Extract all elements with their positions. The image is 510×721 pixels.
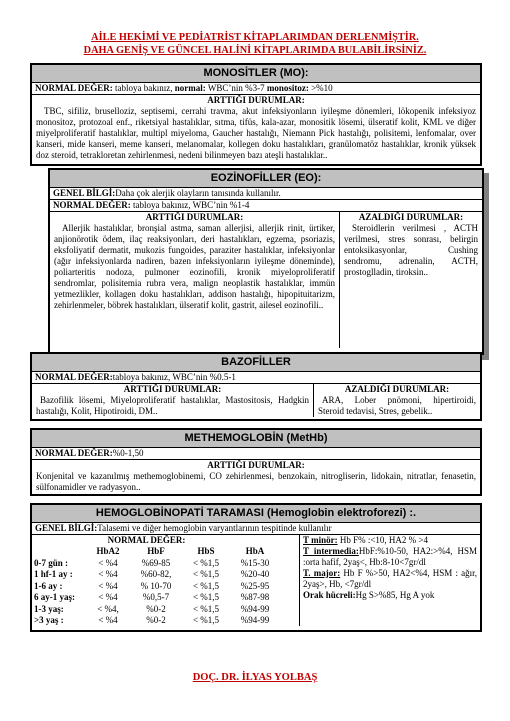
monosit-normal-text3: >%10: [308, 83, 333, 93]
hb-age: 1 hf-1 ay :: [34, 569, 73, 580]
monosit-normal: [32, 83, 480, 95]
hb-cell: < %4: [98, 592, 118, 603]
bazofil-azalan-text: ARA, Lober pnömoni, hipertiroidi, Steroid tedavisi, Stres, gebelik..: [318, 394, 476, 416]
eozinofil-azalan-text: Steroidlerin verilmesi , ACTH verilmesi, stres sonrası, belirgin entoksikasyonlar, Cushing sendromu, adrenalin, ACTH, prostoglladin, tiroksin..: [344, 222, 478, 277]
bazofil-normal: [32, 372, 480, 384]
hb-age: 1-3 yaş:: [34, 603, 64, 614]
hb-tint: [303, 546, 477, 568]
eozinofil-normal-label: NORMAL DEĞER:: [53, 199, 131, 210]
methb-title: METHEMOGLOBİN (MetHb): [32, 430, 480, 448]
hb-cell: %20-40: [240, 569, 270, 580]
eozinofil-genel-label: GENEL BİLGİ:: [53, 188, 116, 198]
hb-cell: < %4: [98, 615, 118, 626]
eozinofil-normal: [50, 200, 482, 212]
header-line-1: AİLE HEKİMİ VE PEDİATRİST KİTAPLARIMDAN DERLENMİŞTİR.: [91, 32, 419, 43]
methb-normal-label: NORMAL DEĞER:: [35, 448, 113, 458]
hb-genel-text: Talasemi ve diğer hemoglobin varyantlarının tespitinde kullanılır: [97, 523, 332, 533]
bazofil-title: BAZOFİLLER: [32, 354, 480, 372]
bazofil-normal-label: NORMAL DEĞER:: [35, 372, 113, 382]
hb-tmajor: [303, 568, 477, 590]
hb-cell: < %4: [98, 569, 118, 580]
hb-cell: %15-30: [240, 557, 270, 568]
hb-col-header: HbA2: [96, 546, 120, 557]
hb-tminor: [303, 535, 477, 546]
hb-age: 1-6 ay :: [34, 580, 63, 591]
bazofil-section: [30, 352, 482, 421]
hb-cell: < %1,5: [192, 615, 220, 626]
author-footer: DOÇ. DR. İLYAS YOLBAŞ: [192, 672, 318, 683]
hb-cell: %0-2: [146, 615, 166, 626]
monosit-normal-text2: WBC’nin %3-7: [205, 83, 267, 93]
hb-cell: %69-85: [141, 557, 171, 568]
hb-cell: %25-95: [240, 580, 270, 591]
hb-cell: < %4: [98, 580, 118, 591]
eozinofil-section: [48, 168, 484, 355]
hb-cell: % 10-70: [140, 580, 172, 591]
hb-age: 0-7 gün :: [34, 557, 69, 568]
monosit-normal-text: tabloya bakınız,: [112, 83, 175, 93]
eozinofil-genel: [50, 188, 482, 200]
table-row: [34, 557, 280, 569]
hb-cell: < %1,5: [192, 569, 220, 580]
hb-genel: [32, 523, 480, 535]
bazofil-azalan-label: AZALDIĞI DURUMLAR:: [344, 383, 450, 394]
methb-artan-text: Konjenital ve kazanılmış methemoglobinemi, CO zehirlenmesi, benzokain, nitrogliserin, lidokain, nitratlar, fenasetin, sülfonamidler ve radyasyon..: [36, 470, 476, 492]
monosit-title: MONOSİTLER (MO):: [32, 65, 480, 83]
hb-orak-text: Hg S>%85, Hg A yok: [355, 589, 435, 600]
hb-title: HEMOGLOBİNOPATİ TARAMASI (Hemoglobin elektroforezi) :.: [32, 505, 480, 523]
eozinofil-artan-label: ARTTIĞI DURUMLAR:: [145, 211, 244, 222]
hb-col-header: [34, 546, 86, 558]
methb-section: [30, 428, 482, 496]
hb-orak: [303, 590, 477, 601]
hb-cell: %87-98: [240, 592, 270, 603]
hb-section: [30, 503, 482, 632]
hb-cell: < %1,5: [192, 580, 220, 591]
methb-artan-label: ARTTIĞI DURUMLAR:: [207, 459, 305, 470]
hb-cell: < %1,5: [192, 592, 220, 603]
eozinofil-azalan-label: AZALDIĞI DURUMLAR:: [358, 211, 464, 222]
hb-orak-label: Orak hücreli:: [303, 589, 356, 600]
hb-cell: %60-82,: [140, 569, 172, 580]
hb-table: [34, 546, 280, 627]
hb-tminor-label: T minör:: [303, 534, 338, 545]
eozinofil-artan-text: Allerjik hastalıklar, bronşial astma, saman allerjisi, allerjik rinit, ürtiker, anjionörotik ödem, ilaç reaksiyonları, deri hastalıkları, egzema, psoriazis, eksfoliyatif dermatit, mukozis fungoides, paraziter hastalıklar, infeksiyonlar (ağır infeksiyonlarda nadiren, bazen infeksiyonların iyileşme döneminde), poliarteritis nodoza, pulmoner eozinofili, kronik miyeloproliferatif sendromlar, polisitemia rubra vera, malign neoplastik hastalıklar, immün yetmezlikler, kollagen doku hastalıkları, addison hastalığı, hipopituitarizm, zehirlenmeler, böbrek hastalıkları, ülseratif kolit, gastrit, ailesel eozinofili..: [54, 222, 335, 310]
monosit-section: [30, 63, 482, 166]
hb-cell: < %4: [98, 557, 118, 568]
monosit-normal-b2: monositoz:: [266, 83, 309, 93]
bazofil-normal-text: tabloya bakınız, WBC’nin %0.5-1: [112, 372, 236, 382]
eozinofil-genel-text: Daha çok alerjik olayların tanısında kullanılır.: [115, 188, 281, 198]
hb-col-header: HbS: [197, 546, 215, 557]
hb-genel-label: GENEL BİLGİ:: [35, 523, 98, 533]
hb-normal-label: NORMAL DEĞER:: [107, 534, 186, 545]
hb-tmajor-text: Hb F %>50, HA2<%4, HSM : ağır, 2yaş>, Hb, <7gr/dl: [303, 567, 477, 589]
table-row: [34, 615, 280, 627]
eozinofil-normal-text: tabloya bakınız, WBC’nin %1-4: [130, 199, 250, 210]
monosit-normal-label: NORMAL DEĞER:: [35, 83, 113, 93]
hb-tint-text: HbF:%10-50, HA2:>%4, HSM :orta hafif, 2yaş<, Hb:8-10<7gr/dl: [303, 545, 477, 567]
table-row: [34, 569, 280, 581]
hb-cell: %94-99: [240, 603, 270, 614]
table-row: [34, 603, 280, 615]
header-line-2: DAHA GENİŞ VE GÜNCEL HALİNİ KİTAPLARIMDA BULABİLİRSİNİZ.: [83, 45, 427, 56]
hb-cell: < %4,: [97, 603, 119, 614]
hb-age: 6 ay-1 yaş:: [34, 592, 75, 603]
hb-cell: %0-2: [146, 603, 166, 614]
methb-normal: [32, 448, 480, 460]
methb-normal-text: %0-1,50: [112, 448, 144, 458]
hb-cell: %94-99: [240, 615, 270, 626]
table-row: [34, 592, 280, 604]
monosit-artan-text: TBC, sifiliz, bruselloziz, septisemi, cerrahi travma, akut infeksiyonların iyileşme dönemleri, lökopenik infeksiyoz monositoz, protozoal enf., riketsiyal hastalıklar, sıtma, tifüs, kala-azar, monositik lösemi, ülseratif kolit, KML ve diğer miyelproliferatif hastalıklar, multipl miyeloma, Gaucher hastalığı, Niemann Pick hastalığı, polisitemi, lenfomalar, over kanseri, mide kanseri, meme kanseri, melanomalar, kollegen doku hastalıkları, granülomatöz hastalıklar, kronik yüksek doz steroid, tetrakloretan zehirlenmesi, nedeni bilinmeyen bazı ateşli hastalıklar..: [36, 105, 476, 160]
hb-col-header: HbF: [147, 546, 165, 557]
eozinofil-title: EOZİNOFİLLER (EO):: [50, 170, 482, 188]
hb-col-header: HbA: [245, 546, 265, 557]
hb-cell: < %1,5: [192, 557, 220, 568]
bazofil-artan-label: ARTTIĞI DURUMLAR:: [123, 383, 222, 394]
monosit-artan-label: ARTTIĞI DURUMLAR:: [207, 94, 305, 105]
bazofil-artan-text: Bazofilik lösemi, Miyeloproliferatif hastalıklar, Mastositosis, Hadgkin hastalığı, Kolit, Hipotiroidi, DM..: [36, 394, 309, 416]
hb-cell: < %1,5: [192, 603, 220, 614]
hb-table-header: [34, 546, 280, 558]
hb-age: >3 yaş :: [34, 615, 64, 626]
hb-tmajor-label: T. major:: [303, 567, 341, 578]
monosit-normal-b: normal:: [174, 83, 206, 93]
table-row: [34, 580, 280, 592]
hb-tint-label: T intermedia:: [303, 545, 359, 556]
hb-tminor-text: Hb F% :<10, HA2 % >4: [337, 534, 428, 545]
hb-cell: %0,5-7: [142, 592, 170, 603]
